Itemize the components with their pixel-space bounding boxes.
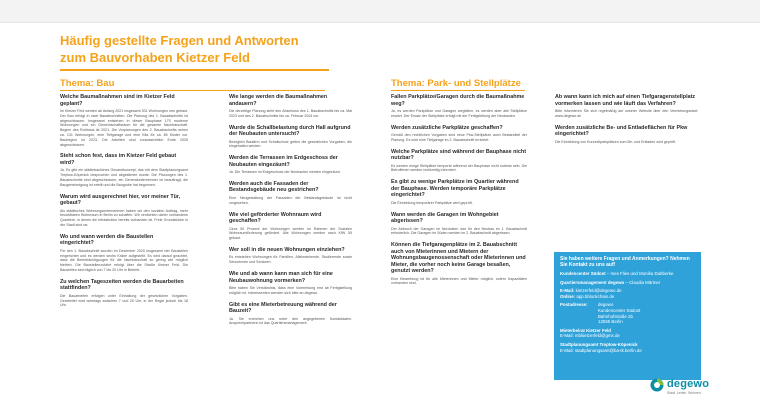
- postal-label: Postadresse:: [560, 302, 588, 308]
- faq-item: [391, 242, 527, 286]
- faq-column-1: [60, 94, 188, 402]
- faq-question: Welche Baumaßnahmen sind im Kietzer Feld geplant?: [60, 94, 175, 107]
- faq-item: [60, 94, 188, 147]
- faq-answer: Ja. Sie erreichen uns unter den angegebenen Kontaktdaten. Ansprechpartnerin ist das Quartiersmanagement.: [229, 316, 352, 326]
- section-heading-park: Thema: Park- und Stellplätze: [391, 78, 521, 89]
- faq-question: Warum wird ausgerechnet hier, vor meiner Tür, gebaut?: [60, 193, 181, 207]
- faq-question: Können die Tiefgaragenplätze im 2. Bauabschnitt auch von Mieterinnen und Mietern der Wohnungsbaugenossenschaft oder Mieterinnen und Mieter, die vorher noch keine Garage besaßen, genutzt werden?: [391, 242, 526, 275]
- faq-question: Wie viel geförderter Wohnraum wird geschaffen?: [229, 211, 322, 225]
- faq-answer: Gemäß den rechtlichen Vorgaben sind neue Pkw-Stellplätze auch Bestandteil der Planung. Es wird eine Tiefgarage im 2. Bauabschnitt errichtet.: [391, 133, 527, 142]
- faq-answer: Im Kietzer Feld werden ab Anfang 2021 insgesamt 301 Wohnungen neu gebaut. Der Bau erfolgt in zwei Bauabschnitten. Die Planung des 1. Bauabschnitts ist abgeschlossen. Insgesamt entstehen in dieser Bauphase 170 moderne Wohnungen und ein Gemeinschaftsraum für die gesamte Nachbarschaft. Beginn des Rohbaus ist 2021. Die Vorplanungen des 2. Bauabschnitts sehen ca. 131 Wohnungen, eine Tiefgarage und eine Kita für ca. 85 Kinder vor. Baubeginn ist 2023. Die Arbeiten sind voraussichtlich Ende 2025 abgeschlossen.: [60, 109, 188, 147]
- faq-answer: Bezüglich Baulärm und Schallschutz gelten die gesetzlichen Vorgaben, die eingehalten werden.: [229, 139, 352, 149]
- online-label: Online:: [560, 293, 576, 299]
- faq-item: [60, 194, 188, 228]
- page-title-line-1: Häufig gestellte Fragen und Antworten: [60, 33, 299, 48]
- faq-column-3: [391, 94, 527, 402]
- kundencenter-names: – Ines Flies und Monika Dubberke: [606, 271, 674, 276]
- logo-tagline: Stadt. Leben. Wohnen.: [667, 391, 702, 395]
- faq-answer: Eine Neugestaltung der Fassaden der Bestandsgebäude ist nicht vorgesehen.: [229, 195, 352, 205]
- faq-answer: Für den 1. Bauabschnitt wurden im Dezember 2020 insgesamt vier Baustellen eingerichtet und es werden sechs Kräne aufgestellt. Es wird darauf geachtet, dass die Beeinträchtigungen für die Nachbarschaft so gering wie möglich bleiben. Die Baustellenzufahrt erfolgt über die Straße Kietzer Feld. Die Baustellen sind täglich von 7 bis 20 Uhr in Betrieb.: [60, 248, 188, 272]
- section-heading-bau: Thema: Bau: [60, 78, 115, 89]
- faq-item: [60, 279, 188, 308]
- faq-answer: Eine Bewerbung ist für alle Mieterinnen und Mieter möglich, sofern Kapazitäten vorhanden sind.: [391, 276, 527, 286]
- stadtplanung-label: Stadtplanungsamt Treptow-Köpenick: [560, 341, 638, 347]
- faq-question: Wann werden die Garagen im Wohngebiet abgerissen?: [391, 211, 499, 225]
- faq-question: Wer soll in die neuen Wohnungen einziehen?: [229, 246, 345, 253]
- faq-item: [229, 247, 352, 265]
- top-bar: [0, 0, 760, 23]
- degewo-logo-icon: [650, 378, 664, 392]
- faq-question: Es gibt zu wenige Parkplätze im Quartier während der Bauphase. Werden temporäre Parkplätze eingerichtet?: [391, 179, 519, 199]
- faq-item: [555, 94, 698, 119]
- faq-question: Steht schon fest, dass im Kietzer Feld gebaut wird?: [60, 153, 177, 166]
- faq-item: [391, 212, 527, 237]
- postal-line: degewo: [598, 302, 614, 308]
- faq-question: Wurde die Schallbelastung durch Hall aufgrund der Neubauten untersucht?: [229, 124, 351, 138]
- faq-item: [60, 153, 188, 187]
- faq-item: [229, 302, 352, 327]
- faq-question: Zu welchen Tageszeiten werden die Bauarbeiten stattfinden?: [60, 278, 184, 292]
- postal-line: 12555 Berlin: [598, 319, 623, 325]
- faq-column-4: [555, 94, 698, 244]
- faq-question: Wie und ab wann kann man sich für eine Neubauwohnung vormerken?: [229, 271, 333, 284]
- faq-answer: Es entstehen Wohnungen für Familien, Alleinstehende, Studierende sowie Seniorinnen und Senioren.: [229, 255, 352, 265]
- faq-question: Gibt es eine Mieterbetreuung während der Bauzeit?: [229, 301, 337, 315]
- faq-answer: Es werden einige Stellplätze temporär während der Bauphase nicht nutzbar sein. Die Betroffenen werden rechtzeitig informiert.: [391, 163, 527, 173]
- faq-item: [391, 179, 527, 205]
- faq-answer: Die derzeitige Planung sieht den Abschluss des 1. Bauabschnitts bis ca. Mai 2023 und des 2. Bauabschnitts bis ca. Februar 2024 vor.: [229, 109, 352, 118]
- faq-question: Fallen Parkplätze/Garagen durch die Baumaßnahme weg?: [391, 94, 525, 107]
- stadtplanung-email[interactable]: E-Mail: stadtplanungsamt@ba-tk.berlin.de: [560, 347, 642, 353]
- email-link[interactable]: kietzerfeld@degewo.de: [575, 288, 622, 294]
- faq-question: Wie lange werden die Baumaßnahmen andauern?: [229, 94, 328, 107]
- kundencenter-label: Kundencenter Südost: [560, 271, 606, 276]
- faq-item: [60, 234, 188, 273]
- faq-question: Welche Parkplätze sind während der Bauphase nicht nutzbar?: [391, 148, 527, 162]
- page-title-line-2: zum Bauvorhaben Kietzer Feld: [60, 50, 250, 65]
- faq-answer: Die Einrichtung von Kurzzeitparkplätzen zum Be- und Entladen wird geprüft.: [555, 139, 677, 144]
- faq-answer: Circa 50 Prozent der Wohnungen werden im Rahmen der Sozialen Wohnraumförderung gefördert. Alle Wohnungen werden nach KfW 55 gebaut.: [229, 226, 352, 241]
- contact-box: [554, 252, 701, 380]
- faq-question: Werden die Terrassen im Erdgeschoss der Neubauten eingezäunt?: [229, 155, 338, 168]
- faq-item: [229, 155, 352, 175]
- faq-question: Wo und wann werden die Baustellen eingerichtet?: [60, 233, 154, 247]
- contact-heading: Sie haben weitere Fragen und Anmerkungen? Nehmen Sie Kontakt zu uns auf!: [560, 256, 690, 268]
- faq-answer: Als städtisches Wohnungsunternehmen haben wir den sozialen Auftrag, mehr bezahlbaren Wohnraum in Berlin zu schaffen. Wir verdichten daher vorhandene Quartiere, in denen die Infrastruktur bereits vorhanden ist. Freie Grundstücke in der Stadt sind rar.: [60, 208, 188, 227]
- faq-item: [229, 125, 352, 150]
- faq-column-2: [229, 94, 352, 402]
- postal-line: Bahnhofstraße 2b: [598, 313, 633, 319]
- faq-item: [391, 125, 527, 143]
- faq-question: Werden zusätzliche Parkplätze geschaffen?: [391, 124, 503, 131]
- faq-answer: Bitte haben Sie Verständnis, dass eine Vormerkung erst ab Fertigstellung möglich ist. Interessenten wenden sich bitte an degewo.: [229, 286, 352, 295]
- mieterbeirat-label: Mieterbeirat Kietzer Feld: [560, 327, 611, 333]
- faq-answer: Der Abbruch der Garagen im Nordosten war für den Neubau im 1. Bauabschnitt erforderlich. Die Garagen im Süden werden im 2. Bauabschnitt abgerissen.: [391, 226, 527, 236]
- title-divider: [60, 69, 329, 71]
- section-divider-park: [391, 90, 525, 91]
- faq-answer: Die Bauarbeiten erfolgen unter Einhaltung der gesetzlichen Vorgaben. Gearbeitet wird werktags zwischen 7 und 20 Uhr, in der Regel jedoch bis 18 Uhr.: [60, 293, 188, 308]
- faq-answer: Bitte informieren Sie sich regelmäßig auf unserer Website über den Vermietungsstart: www.degewo.de: [555, 109, 698, 118]
- faq-item: [229, 181, 352, 206]
- faq-answer: Ja. Es gibt ein städtebauliches Gesamtkonzept, das mit dem Stadtplanungsamt Treptow-Köpenick besprochen und abgestimmt wurde. Die Planungen des 1. Bauabschnitts sind abgeschlossen, ein Generalunternehmer ist beauftragt, die Baugenehmigung ist erteilt und die Baugrube hat begonnen.: [60, 168, 188, 187]
- faq-item: [391, 149, 527, 174]
- faq-question: Werden auch die Fassaden der Bestandsgebäude neu gestrichen?: [229, 180, 319, 194]
- logo-wordmark: degewo: [667, 378, 710, 390]
- mieterbeirat-email[interactable]: E-Mail: mbkietzerfeld@gmx.de: [560, 333, 620, 339]
- email-label: E-Mail:: [560, 288, 575, 294]
- quartiersmanagement-label: Quartiersmanagement degewo: [560, 279, 625, 285]
- faq-item: [391, 94, 527, 119]
- faq-question: Ab wann kann ich mich auf einen Tiefgaragenstellplatz vormerken lassen und wie läuft das Verfahren?: [555, 94, 696, 107]
- quartiersmanagement-name: – Claudia Märtner: [625, 279, 661, 285]
- faq-item: [555, 125, 698, 145]
- faq-answer: Ja, es werden Parkplätze und Garagen wegfallen, es werden aber alle Stellplätze ersetzt. Der Ersatz der Stellplätze erfolgt mit der Fertigstellung der Neubauten.: [391, 109, 527, 118]
- faq-answer: Die Einrichtung temporärer Parkplätze wird geprüft.: [391, 200, 473, 205]
- faq-item: [229, 212, 352, 241]
- online-link[interactable]: app.bblockchain.de: [576, 293, 615, 299]
- faq-item: [229, 94, 352, 119]
- section-divider-bau: [60, 90, 325, 91]
- faq-item: [229, 271, 352, 296]
- postal-line: Kundencenter Südost: [598, 307, 641, 313]
- faq-question: Werden zusätzliche Be- und Entladeflächen für Pkw eingerichtet?: [555, 124, 688, 138]
- faq-answer: Ja. Die Terrassen im Erdgeschoss der Neubauten werden eingezäunt.: [229, 170, 341, 175]
